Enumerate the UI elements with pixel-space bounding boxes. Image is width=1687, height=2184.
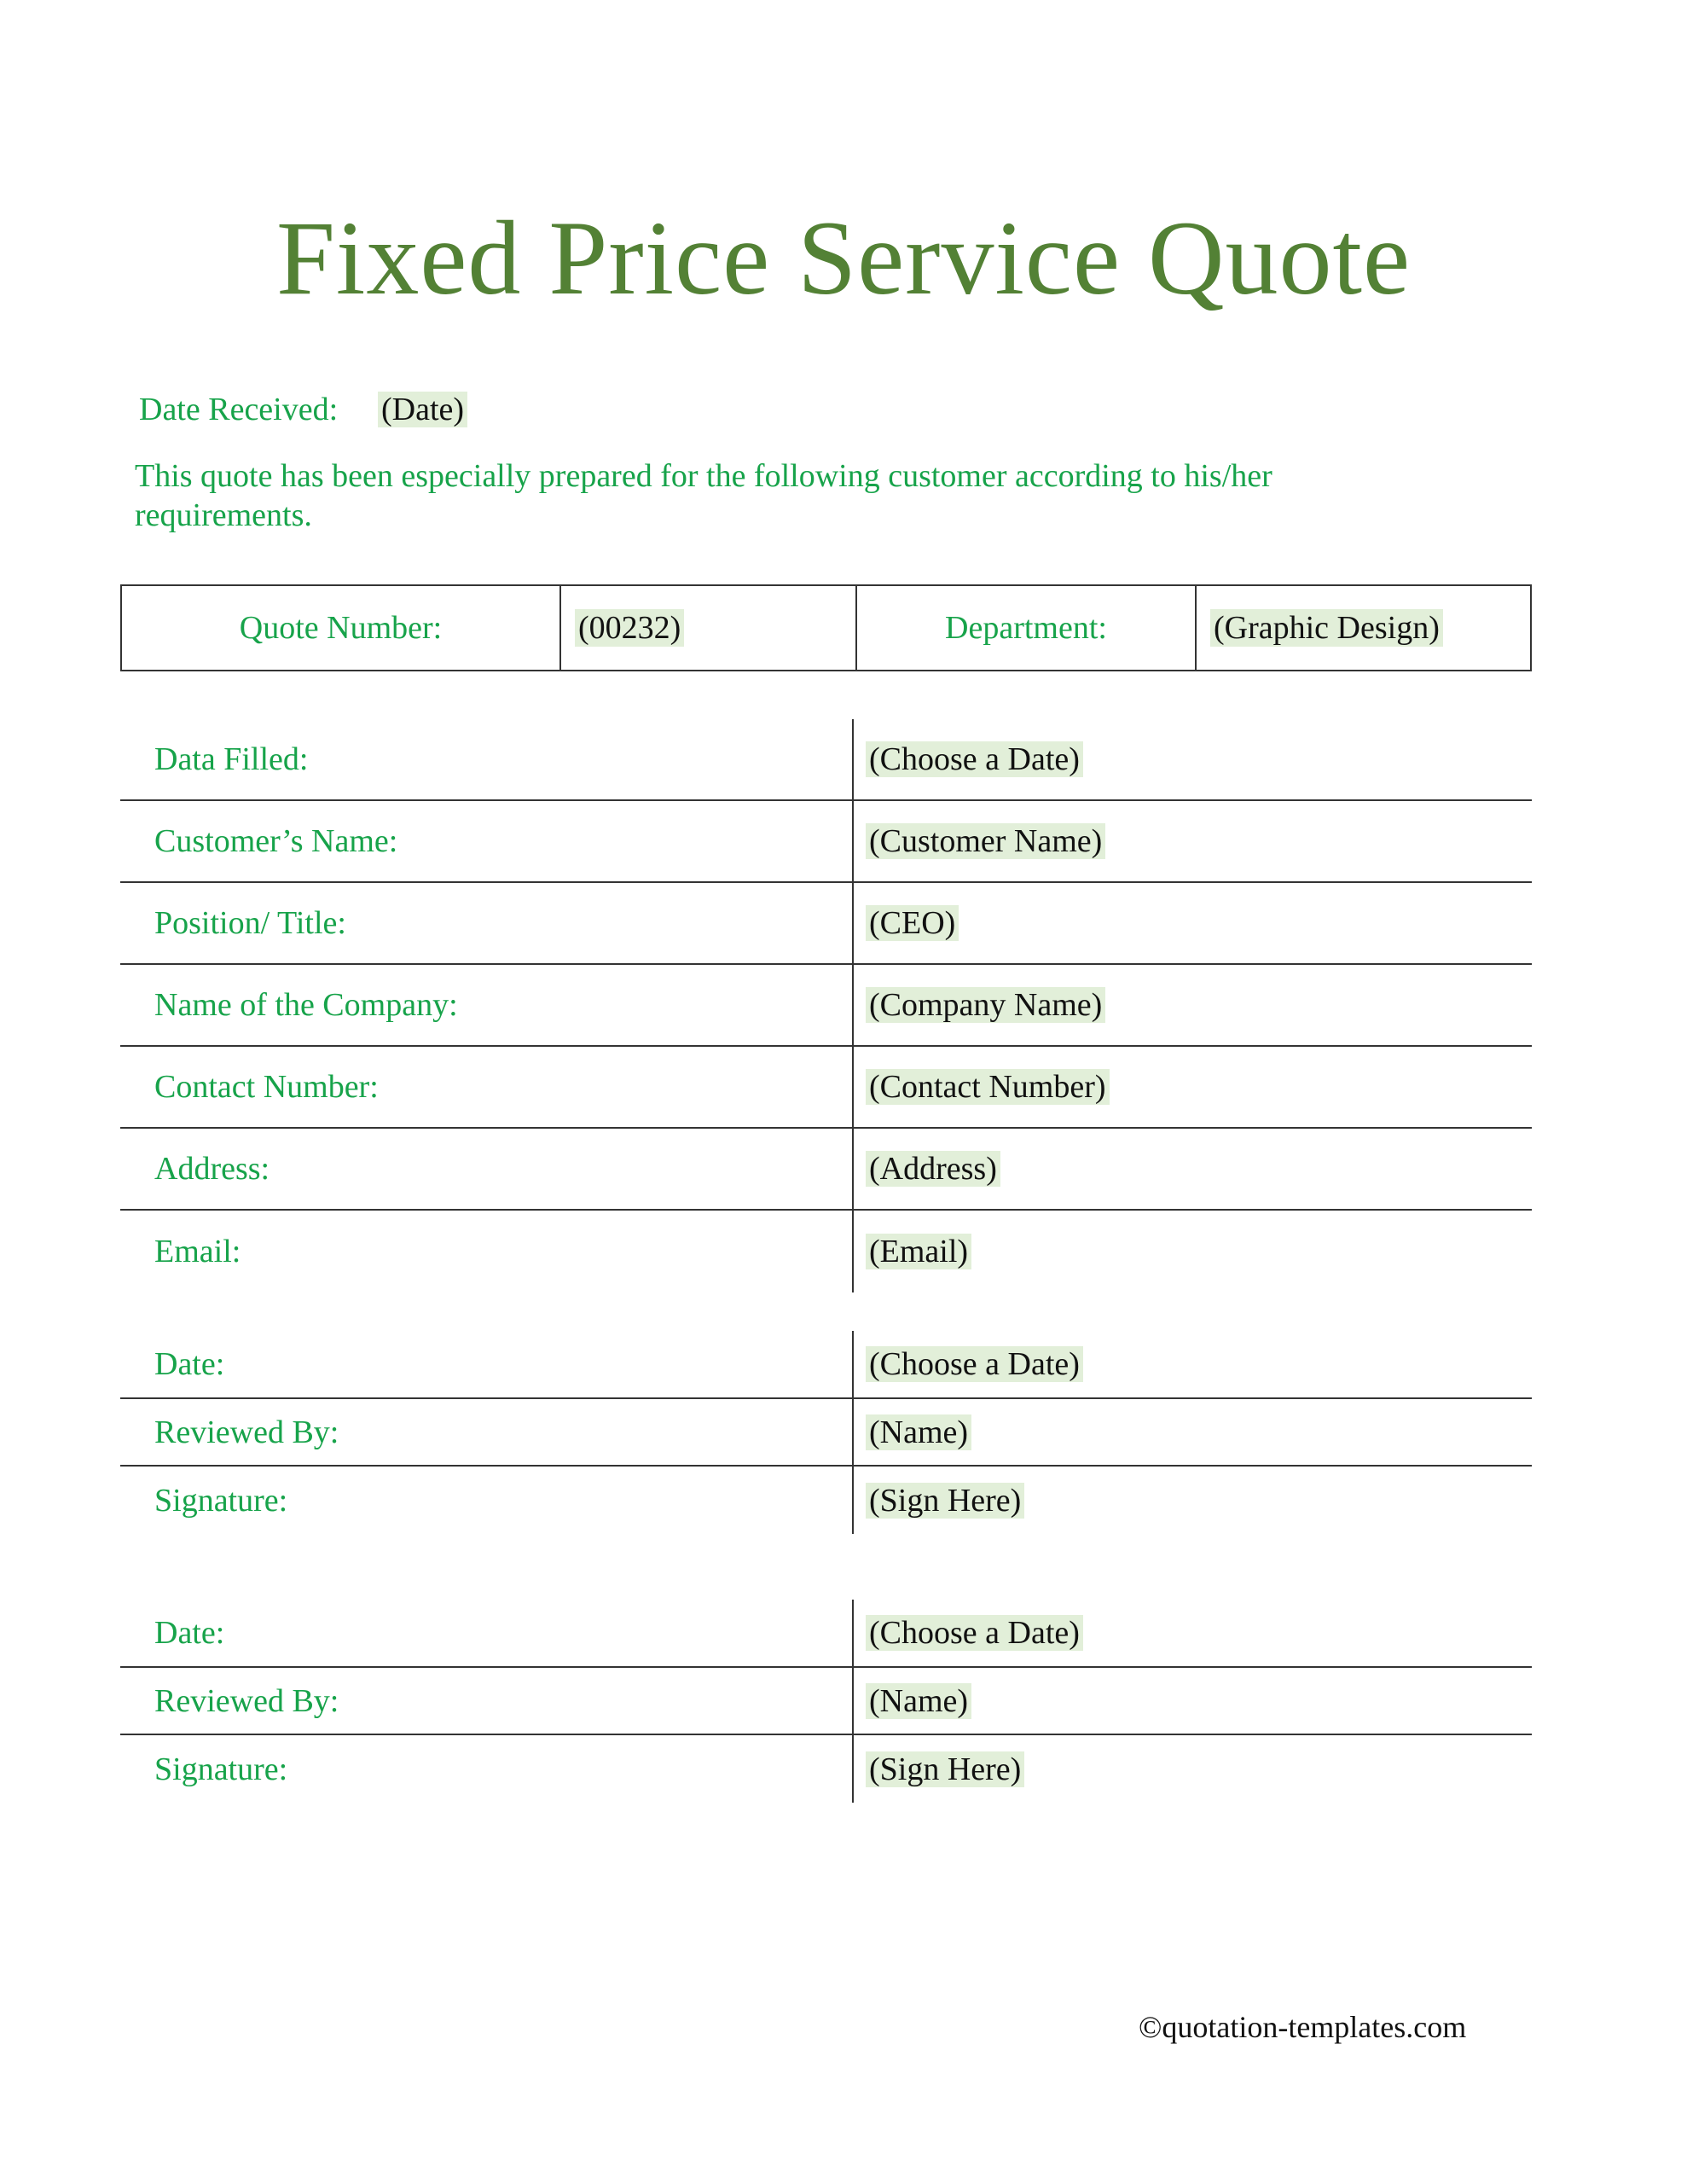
column-divider bbox=[852, 1467, 854, 1534]
contact-number-field[interactable]: (Contact Number) bbox=[866, 1069, 1110, 1105]
date-filled-field[interactable]: (Choose a Date) bbox=[866, 741, 1083, 777]
field-label: Position/ Title: bbox=[154, 905, 346, 941]
date-received-row bbox=[139, 388, 467, 431]
table-row bbox=[120, 1467, 1532, 1534]
table-row bbox=[120, 719, 1532, 801]
column-divider bbox=[852, 883, 854, 963]
field-value-cell bbox=[852, 1345, 1532, 1383]
field-label: Address: bbox=[154, 1151, 270, 1187]
field-value-cell bbox=[852, 1233, 1532, 1270]
field-label: Date: bbox=[154, 1615, 225, 1651]
column-divider bbox=[852, 1668, 854, 1734]
field-value-cell bbox=[852, 1482, 1532, 1519]
column-divider bbox=[852, 801, 854, 881]
quote-number-cell bbox=[559, 586, 855, 670]
field-label: Name of the Company: bbox=[154, 987, 458, 1023]
reviewer-name-field[interactable]: (Name) bbox=[866, 1414, 971, 1450]
position-title-field[interactable]: (CEO) bbox=[866, 905, 959, 941]
customer-info-table bbox=[120, 719, 1532, 1292]
department-label: Department: bbox=[855, 586, 1195, 670]
column-divider bbox=[852, 1399, 854, 1465]
field-value-cell bbox=[852, 741, 1532, 778]
column-divider bbox=[852, 1047, 854, 1127]
table-row bbox=[120, 1129, 1532, 1211]
signature-field[interactable]: (Sign Here) bbox=[866, 1751, 1024, 1787]
field-label: Contact Number: bbox=[154, 1069, 379, 1105]
field-value-cell bbox=[852, 1150, 1532, 1188]
field-label: Reviewed By: bbox=[154, 1682, 339, 1719]
field-label: Signature: bbox=[154, 1482, 288, 1519]
column-divider bbox=[852, 1211, 854, 1292]
intro-text: This quote has been especially prepared for the following customer according to his/her requirements. bbox=[135, 458, 1272, 533]
field-label: Signature: bbox=[154, 1751, 288, 1787]
address-field[interactable]: (Address) bbox=[866, 1151, 1000, 1187]
table-row bbox=[120, 883, 1532, 965]
field-value-cell bbox=[852, 1414, 1532, 1451]
column-divider bbox=[852, 965, 854, 1045]
table-row bbox=[120, 1211, 1532, 1292]
field-value-cell bbox=[852, 1068, 1532, 1106]
company-name-field[interactable]: (Company Name) bbox=[866, 987, 1105, 1023]
date-received-field[interactable]: (Date) bbox=[378, 392, 467, 427]
copyright-footer: ©quotation-templates.com bbox=[1139, 2010, 1467, 2044]
department-cell bbox=[1195, 586, 1530, 670]
email-field[interactable]: (Email) bbox=[866, 1234, 971, 1269]
field-value-cell bbox=[852, 1614, 1532, 1652]
customer-name-field[interactable]: (Customer Name) bbox=[866, 823, 1105, 859]
table-row bbox=[120, 1735, 1532, 1803]
field-label: Reviewed By: bbox=[154, 1414, 339, 1450]
field-value-cell bbox=[852, 904, 1532, 942]
field-value-cell bbox=[852, 822, 1532, 860]
table-row bbox=[120, 1331, 1532, 1399]
field-label: Email: bbox=[154, 1234, 241, 1269]
reviewer-name-field[interactable]: (Name) bbox=[866, 1683, 971, 1719]
column-divider bbox=[852, 1129, 854, 1209]
table-row bbox=[120, 1399, 1532, 1467]
column-divider bbox=[852, 1331, 854, 1397]
table-row bbox=[120, 1600, 1532, 1668]
table-row bbox=[120, 1668, 1532, 1735]
table-row bbox=[120, 1047, 1532, 1129]
field-label: Data Filled: bbox=[154, 741, 309, 777]
field-value-cell bbox=[852, 1751, 1532, 1788]
column-divider bbox=[852, 719, 854, 799]
date-received-label: Date Received: bbox=[139, 392, 339, 427]
quote-number-field[interactable]: (00232) bbox=[575, 609, 684, 647]
review-table-2 bbox=[120, 1600, 1532, 1803]
signature-field[interactable]: (Sign Here) bbox=[866, 1483, 1024, 1519]
quote-number-label: Quote Number: bbox=[239, 610, 443, 646]
review-date-field[interactable]: (Choose a Date) bbox=[866, 1615, 1083, 1651]
review-table-1 bbox=[120, 1331, 1532, 1534]
table-row bbox=[120, 965, 1532, 1047]
page-title: Fixed Price Service Quote bbox=[275, 200, 1412, 317]
field-value-cell bbox=[852, 986, 1532, 1024]
field-label: Customer’s Name: bbox=[154, 823, 398, 859]
quote-info-table bbox=[120, 584, 1532, 671]
table-row bbox=[120, 801, 1532, 883]
field-value-cell bbox=[852, 1682, 1532, 1720]
column-divider bbox=[852, 1600, 854, 1666]
field-label: Date: bbox=[154, 1346, 225, 1382]
review-date-field[interactable]: (Choose a Date) bbox=[866, 1346, 1083, 1382]
column-divider bbox=[852, 1735, 854, 1803]
department-field[interactable]: (Graphic Design) bbox=[1210, 609, 1443, 647]
